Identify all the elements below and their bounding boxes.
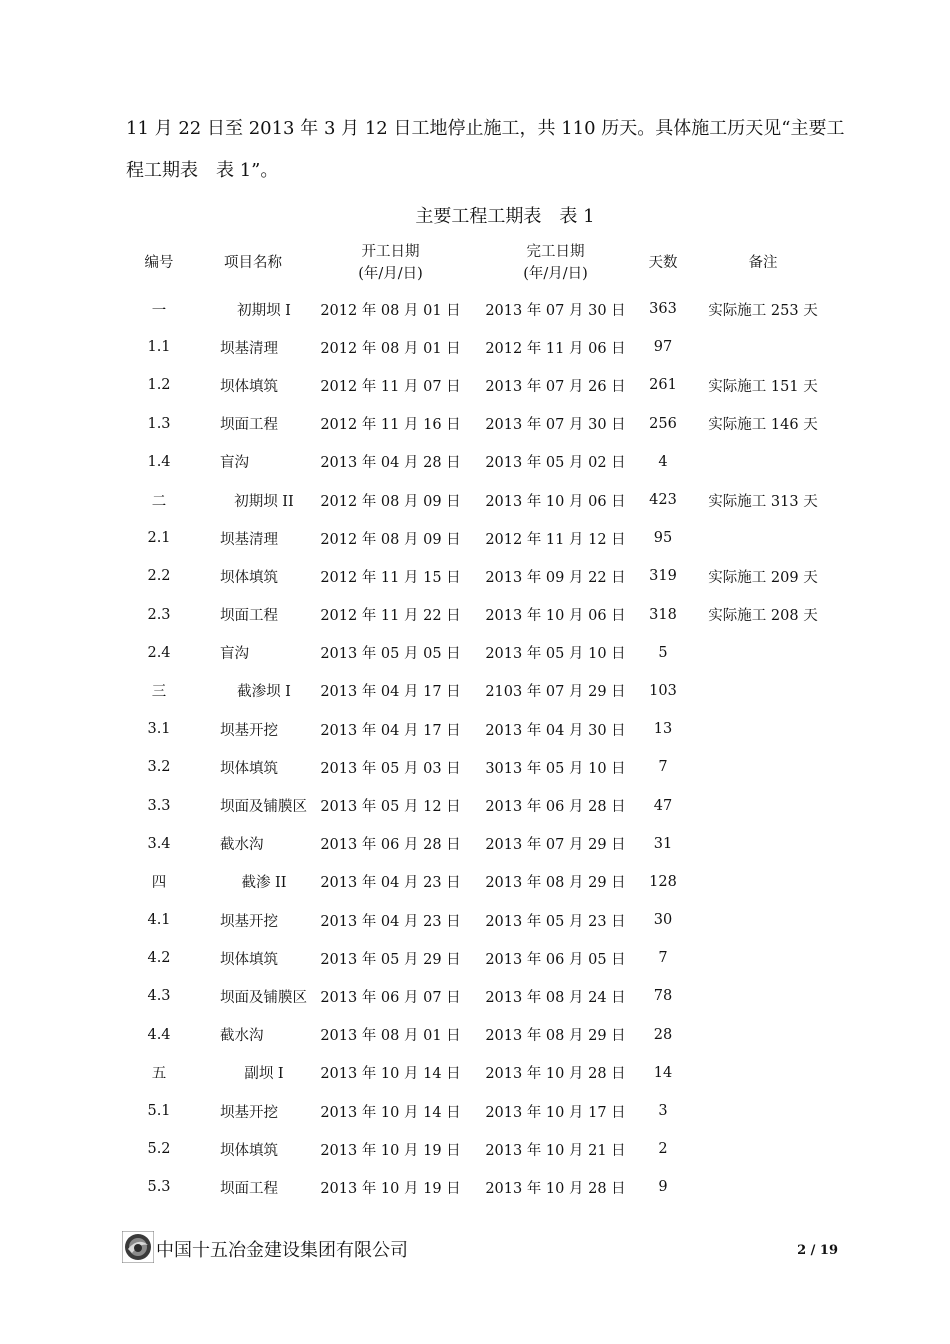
table-row [120,1130,838,1168]
cell-note: 实际施工 151 天 [708,378,818,395]
cell-days: 47 [653,797,673,814]
table-row [120,1168,838,1206]
cell-note: 实际施工 313 天 [708,493,818,510]
cell-start-date: 2013 年 04 月 28 日 [320,455,461,472]
cell-end-date: 2013 年 06 月 28 日 [485,799,626,816]
cell-end-date: 2013 年 08 月 24 日 [485,989,626,1006]
cell-start-date: 2012 年 11 月 15 日 [320,569,461,586]
table-row [120,596,838,634]
cell-note [688,710,838,748]
cell-start-date: 2013 年 04 月 23 日 [320,875,461,892]
cell-note [688,786,838,824]
cell-name: 盲沟 [220,455,249,472]
cell-start-date: 2012 年 08 月 01 日 [320,340,461,357]
cell-no: 2.2 [147,568,171,585]
table-row [120,290,838,328]
page-number: 2 / 19 [797,1243,838,1258]
cell-name: 截渗坝 I [237,684,291,701]
cell-start-date: 2013 年 10 月 19 日 [320,1142,461,1159]
intro-paragraph: 11 月 22 日至 2013 年 3 月 12 日工地停止施工，共 110 历天。具体施工历天见“主要工程工期表 表 1”。 [126,118,845,181]
table-row [120,710,838,748]
cell-name: 截水沟 [220,1028,264,1045]
cell-no: 5.3 [147,1179,171,1196]
cell-days: 13 [653,721,673,738]
cell-name: 初期坝 II [234,493,294,510]
cell-note [688,443,838,481]
cell-days: 28 [653,1026,673,1043]
table-row [120,405,838,443]
table-title: 主要工程工期表 表 1 [415,206,595,227]
header-end-line2: (年/月/日) [523,266,588,282]
cell-end-date: 2013 年 08 月 29 日 [485,875,626,892]
cell-note [688,328,838,366]
cell-days: 9 [658,1179,668,1196]
cell-note [688,825,838,863]
cell-start-date: 2013 年 05 月 12 日 [320,799,461,816]
cell-name: 坝基开挖 [220,1104,278,1121]
cell-note [688,1054,838,1092]
cell-days: 97 [653,339,673,356]
table-row [120,328,838,366]
cell-name: 坝面工程 [220,1180,278,1197]
cell-name: 坝基开挖 [220,913,278,930]
cell-end-date: 2103 年 07 月 29 日 [485,684,626,701]
cell-name: 截水沟 [220,837,264,854]
cell-note: 实际施工 253 天 [708,302,818,319]
cell-name: 坝体填筑 [220,760,278,777]
cell-name: 坝面及铺膜区 [220,989,307,1006]
cell-no: 4.3 [147,988,171,1005]
cell-note [688,977,838,1015]
table-row [120,939,838,977]
cell-start-date: 2013 年 08 月 01 日 [320,1028,461,1045]
header-note: 备注 [748,255,778,271]
table-row [120,366,838,404]
table-row [120,786,838,824]
page-footer [122,1231,842,1265]
cell-end-date: 2013 年 07 月 26 日 [485,378,626,395]
cell-no: 四 [151,875,167,892]
cell-end-date: 2013 年 05 月 02 日 [485,455,626,472]
cell-end-date: 2013 年 10 月 17 日 [485,1104,626,1121]
cell-note [688,1168,838,1206]
cell-start-date: 2013 年 05 月 29 日 [320,951,461,968]
cell-end-date: 2013 年 07 月 29 日 [485,837,626,854]
cell-end-date: 2013 年 07 月 30 日 [485,302,626,319]
cell-no: 三 [151,684,167,701]
cell-no: 2.4 [147,644,171,661]
cell-no: 1.2 [147,377,171,394]
cell-days: 31 [653,835,673,852]
header-end [473,236,638,290]
cell-days: 7 [658,759,668,776]
cell-days: 128 [649,873,677,890]
cell-note [688,519,838,557]
cell-no: 2.1 [147,530,171,547]
table-row [120,748,838,786]
cell-no: 2.3 [147,606,171,623]
cell-name: 截渗 II [241,875,287,892]
cell-days: 5 [658,644,668,661]
cell-end-date: 2013 年 09 月 22 日 [485,569,626,586]
table-row [120,1054,838,1092]
table-row [120,863,838,901]
cell-end-date: 2012 年 11 月 12 日 [485,531,626,548]
cell-start-date: 2013 年 06 月 28 日 [320,837,461,854]
cell-start-date: 2013 年 05 月 03 日 [320,760,461,777]
company-logo-icon [122,1231,154,1263]
cell-days: 319 [649,568,677,585]
cell-start-date: 2012 年 11 月 16 日 [320,417,461,434]
cell-end-date: 2013 年 05 月 23 日 [485,913,626,930]
cell-note [688,939,838,977]
cell-no: 二 [151,493,167,510]
cell-start-date: 2013 年 10 月 19 日 [320,1180,461,1197]
cell-no: 4.1 [147,912,171,929]
cell-start-date: 2013 年 10 月 14 日 [320,1066,461,1083]
cell-days: 30 [653,912,673,929]
cell-days: 14 [653,1064,673,1081]
cell-start-date: 2013 年 04 月 17 日 [320,684,461,701]
cell-no: 五 [151,1066,167,1083]
cell-start-date: 2012 年 08 月 09 日 [320,531,461,548]
cell-end-date: 3013 年 05 月 10 日 [485,760,626,777]
cell-name: 坝面工程 [220,417,278,434]
cell-note [688,1016,838,1054]
cell-start-date: 2013 年 04 月 23 日 [320,913,461,930]
cell-start-date: 2012 年 08 月 01 日 [320,302,461,319]
cell-note [688,901,838,939]
cell-no: 1.1 [147,339,171,356]
cell-end-date: 2013 年 08 月 29 日 [485,1028,626,1045]
cell-days: 363 [649,301,677,318]
table-row [120,672,838,710]
header-days: 天数 [648,255,678,271]
table-row [120,557,838,595]
table-row [120,1016,838,1054]
table-row [120,481,838,519]
cell-start-date: 2013 年 04 月 17 日 [320,722,461,739]
cell-days: 256 [649,415,677,432]
cell-days: 78 [653,988,673,1005]
cell-end-date: 2013 年 07 月 30 日 [485,417,626,434]
table-row [120,825,838,863]
cell-end-date: 2012 年 11 月 06 日 [485,340,626,357]
cell-end-date: 2013 年 10 月 21 日 [485,1142,626,1159]
cell-note: 实际施工 209 天 [708,569,818,586]
table-row [120,443,838,481]
cell-note [688,1092,838,1130]
cell-note [688,672,838,710]
table-row [120,519,838,557]
cell-end-date: 2013 年 05 月 10 日 [485,646,626,663]
schedule-body [120,290,838,1207]
header-start [308,236,473,290]
cell-no: 4.2 [147,950,171,967]
cell-no: 4.4 [147,1026,171,1043]
table-row [120,634,838,672]
cell-days: 95 [653,530,673,547]
table-row [120,901,838,939]
cell-days: 3 [658,1103,668,1120]
cell-name: 坝基清理 [220,531,278,548]
table-row [120,977,838,1015]
cell-no: 3.1 [147,721,171,738]
cell-no: 3.4 [147,835,171,852]
cell-start-date: 2012 年 11 月 07 日 [320,378,461,395]
cell-note [688,634,838,672]
cell-note: 实际施工 146 天 [708,417,818,434]
cell-days: 4 [658,453,668,470]
cell-no: 一 [151,302,167,319]
header-start-line1: 开工日期 [361,244,420,260]
cell-name: 坝体填筑 [220,1142,278,1159]
cell-end-date: 2013 年 10 月 06 日 [485,608,626,625]
header-end-line1: 完工日期 [526,244,585,260]
cell-start-date: 2012 年 11 月 22 日 [320,608,461,625]
cell-name: 坝基开挖 [220,722,278,739]
table-header-row [120,236,838,290]
cell-end-date: 2013 年 10 月 28 日 [485,1066,626,1083]
cell-note [688,1130,838,1168]
cell-no: 1.3 [147,415,171,432]
cell-name: 坝面及铺膜区 [220,799,307,816]
cell-start-date: 2013 年 05 月 05 日 [320,646,461,663]
table-row [120,1092,838,1130]
cell-name: 初期坝 I [237,302,291,319]
cell-no: 5.2 [147,1141,171,1158]
cell-name: 坝体填筑 [220,951,278,968]
cell-name: 坝面工程 [220,608,278,625]
cell-end-date: 2013 年 10 月 28 日 [485,1180,626,1197]
cell-days: 261 [649,377,677,394]
cell-no: 3.3 [147,797,171,814]
cell-no: 1.4 [147,453,171,470]
cell-no: 5.1 [147,1103,171,1120]
cell-name: 副坝 I [244,1066,284,1083]
cell-days: 318 [649,606,677,623]
cell-note: 实际施工 208 天 [708,608,818,625]
cell-note [688,863,838,901]
cell-name: 坝体填筑 [220,569,278,586]
cell-name: 盲沟 [220,646,249,663]
header-no: 编号 [144,255,174,271]
cell-no: 3.2 [147,759,171,776]
cell-end-date: 2013 年 04 月 30 日 [485,722,626,739]
cell-note [688,748,838,786]
cell-days: 2 [658,1141,668,1158]
cell-end-date: 2013 年 10 月 06 日 [485,493,626,510]
company-name: 中国十五冶金建设集团有限公司 [156,1240,408,1261]
cell-start-date: 2013 年 10 月 14 日 [320,1104,461,1121]
cell-days: 423 [649,492,677,509]
cell-name: 坝基清理 [220,340,278,357]
cell-name: 坝体填筑 [220,378,278,395]
header-name: 项目名称 [224,255,282,271]
header-start-line2: (年/月/日) [358,266,423,282]
cell-end-date: 2013 年 06 月 05 日 [485,951,626,968]
cell-days: 7 [658,950,668,967]
schedule-table [120,236,838,1207]
cell-start-date: 2012 年 08 月 09 日 [320,493,461,510]
cell-start-date: 2013 年 06 月 07 日 [320,989,461,1006]
cell-days: 103 [649,682,677,699]
